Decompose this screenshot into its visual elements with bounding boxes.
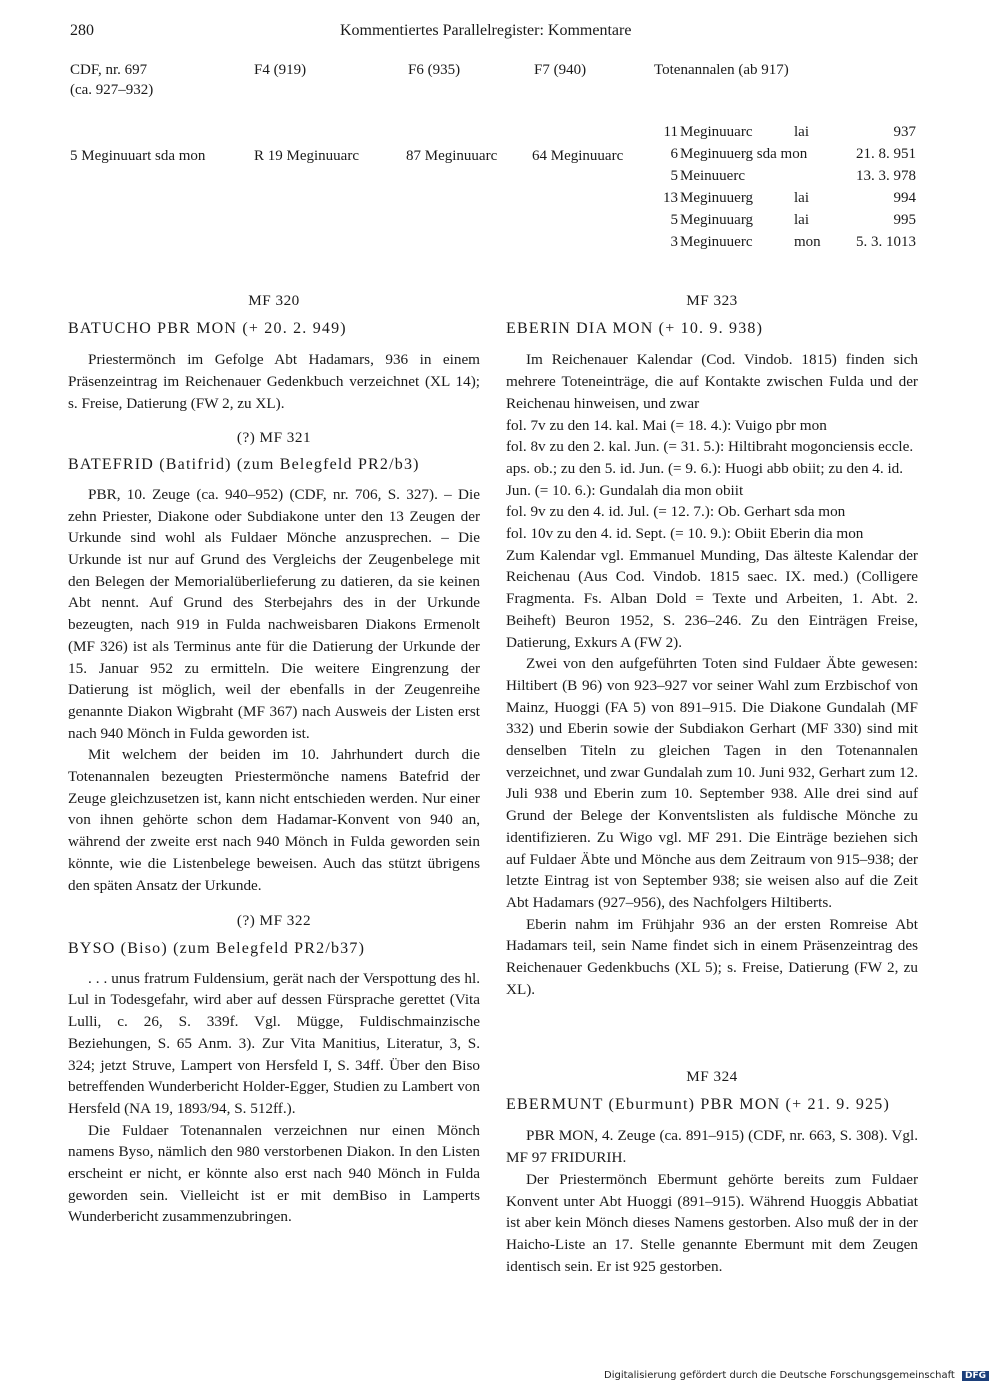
running-title: Kommentiertes Parallelregister: Kommentare (340, 22, 632, 39)
register-cell-f6: 87 Meginuuarc (406, 148, 498, 164)
row-number: 3 (670, 234, 678, 250)
entry-heading-mf321: BATEFRID (Batifrid) (zum Belegfeld PR2/b3) (68, 456, 420, 474)
row-name: Meginuuerg (680, 190, 754, 206)
row-number: 13 (663, 190, 678, 206)
entry-reference-mf323: Zum Kalendar vgl. Emmanuel Munding, Das älteste Kalendar der Reichenau (Aus Cod. Vindob. 1815 saec. IX. med.) (Colligere Fragmenta. Fs. Alban Dold = Texte und Arbeiten, 1. Abt. 2. Beiheft) Beuron 1952, S. 236–246. Zu den Einträgen Freise, Datierung, Exkurs A (FW 2). (506, 546, 918, 651)
page-header (70, 22, 930, 44)
entry-text-mf320: Priestermönch im Gefolge Abt Hadamars, 936 in einem Präsenzeintrag im Reichenauer Gedenkbuch verzeichnet (XL 14); s. Freise, Datierung (FW 2, zu XL). (68, 351, 480, 412)
calendar-entry: fol. 9v zu den 4. id. Jul. (= 12. 7.): Ob. Gerhart sda mon (506, 503, 846, 521)
row-name: Meinuuerc (680, 168, 745, 184)
funding-footer (604, 1370, 994, 1384)
entry-label-mf320: MF 320 (248, 292, 300, 309)
entry-label-mf322: (?) MF 322 (236, 912, 312, 930)
row-status: lai (794, 124, 809, 140)
totenannalen-row (654, 146, 916, 168)
right-column-lower (506, 1066, 918, 1277)
totenannalen-row (654, 190, 916, 212)
row-name: Meginuuarc (680, 124, 753, 140)
row-date: 937 (893, 124, 916, 140)
entry-text-mf324-2: Der Priestermönch Ebermunt gehörte bereits zum Fuldaer Konvent unter Abt Huoggi (891–915). Während Huoggis Abbatiat ist aber kein Mönch dieses Namens gestorben. Also muß der in der Haicho-Liste an 17. Stelle genannte Ebermunt mit dem Zeugen identisch sein. Er ist 925 gestorben. (506, 1170, 918, 1275)
entry-text-mf324-1: PBR MON, 4. Zeuge (ca. 891–915) (CDF, nr. 663, S. 308). Vgl. MF 97 FRIDURIH. (506, 1127, 918, 1167)
totenannalen-list (654, 124, 916, 256)
row-number: 6 (670, 146, 678, 162)
register-cell-cdf: 5 Meginuuart sda mon (70, 148, 206, 164)
entry-text-mf321-1: PBR, 10. Zeuge (ca. 940–952) (CDF, nr. 706, S. 327). – Die zehn Priester, Diakone oder Subdiakone unter den 13 Zeugen der Urkunde sind wohl als Fuldaer Mönche anzusprechen. – Die Urkunde ist nur auf Grund des Vergleichs der Zeugenbelege mit den Belegen der Memorialüberlieferung zu datieren, da sie keinen Abt nennt. Auf Grund des Sterbejahrs des in der Urkunde bezeugten, nach 919 in Fulda nachweisbaren Diakons Ermenolt (MF 326) ist als Terminus ante für die Datierung der Urkunde der 15. Januar 952 zu ermitteln. Die weitere Eingrenzung der Datierung ist möglich, weil der ebenfalls in der Zeugenreihe genannte Diakon Wigbraht (MF 367) nach Ausweis der Listen erst nach 940 Mönch in Fulda geworden ist. (68, 485, 480, 742)
register-col-cdf: CDF, nr. 697 (70, 62, 148, 78)
register-col-totenannalen: Totenannalen (ab 917) (654, 62, 789, 78)
row-date: 21. 8. 951 (856, 146, 916, 162)
row-name: Meginuuarg (680, 212, 754, 228)
entry-label-mf324: MF 324 (686, 1068, 738, 1085)
dfg-logo-icon: DFG (962, 1371, 989, 1381)
row-name: Meginuuerg sda mon (680, 146, 808, 162)
parallel-register-table (0, 60, 1000, 260)
calendar-entry: fol. 7v zu den 14. kal. Mai (= 18. 4.): Vuigo pbr mon (506, 416, 827, 434)
row-date: 995 (893, 212, 916, 228)
totenannalen-row (654, 234, 916, 256)
entry-text-mf322-1: . . . unus fratrum Fuldensium, gerät nach der Verspottung des hl. Lul in Todesgefahr, wird aber auf dessen Fürsprache gerettet (Vita Lulli, c. 26, S. 339f. Vgl. Mügge, Fuldischmainzische Beziehungen, S. 65 Anm. 3). Zur Vita Manitius, Literatur, 3, S. 324; jetzt Struve, Lampert von Hersfeld I, S. 34ff. Über den Biso betreffenden Wunderbericht Holder-Egger, Studien zu Lambert von Hersfeld (NA 19, 1893/94, S. 512ff.). (68, 969, 480, 1117)
row-date: 994 (893, 190, 916, 206)
entry-label-mf321: (?) MF 321 (236, 428, 312, 446)
calendar-entry: fol. 8v zu den 2. kal. Jun. (= 31. 5.): Hiltibraht mogonciensis eccle. aps. ob.; zu den 5. id. Jun. (= 9. 6.): Huogi abb obiit; zu den 4. id. Jun. (= 10. 6.): Gundalah dia mon obiit (506, 438, 914, 499)
row-status: lai (794, 190, 809, 206)
entry-heading-mf324: EBERMUNT (Eburmunt) PBR MON (+ 21. 9. 925) (506, 1095, 891, 1113)
footer-text: Digitalisierung gefördert durch die Deutsche Forschungsgemeinschaft (604, 1370, 955, 1381)
totenannalen-row (654, 212, 916, 234)
entry-text-mf322-2: Die Fuldaer Totenannalen verzeichnen nur einen Mönch namens Byso, nämlich den 980 verstorbenen Diakon. In den Listen erscheint er nicht, er könnte also erst nach 940 Mönch in Fulda geworden sein. Vielleicht ist er mit demBiso in Lamperts Wunderbericht zusammenzubringen. (68, 1121, 480, 1226)
register-col-f6: F6 (935) (408, 62, 461, 78)
entry-text-mf323-intro: Im Reichenauer Kalendar (Cod. Vindob. 1815) finden sich mehrere Toteneinträge, die auf Kontakte zwischen Fulda und der Reichenau hinweisen, und zwar (506, 351, 918, 412)
entry-heading-mf320: BATUCHO PBR MON (+ 20. 2. 949) (68, 319, 347, 337)
row-number: 11 (663, 124, 678, 140)
register-col-cdf-date: (ca. 927–932) (70, 82, 154, 98)
entry-label-mf323: MF 323 (686, 292, 738, 309)
entry-text-mf323-2: Zwei von den aufgeführten Toten sind Fuldaer Äbte gewesen: Hiltibert (B 96) von 923–927 vor seiner Wahl zum Erzbischof von Mainz, Huoggi (FA 5) von 891–915. Die Diakone Gundalah (MF 332) und Eberin sowie der Subdiakon Gerhart (MF 330) sind mit denselben Titeln zu gleichen Tagen in den Totenannalen verzeichnet, und zwar Gundalah zum 10. Juni 932, Gerhart zum 12. Juli 938 und Eberin zum 10. September 938. Alle drei sind auf Grund der Belege der Konventslisten als fuldische Mönche zu identifizieren. Zu Wigo vgl. MF 291. Die Einträge beziehen sich auf Fuldaer Äbte und Mönche aus dem Zeitraum von 915–938; der letzte Eintrag ist von September 938; sie weisen also auf die Zeit Abt Hadamars (927–956), des Nachfolgers Hiltiberts. (506, 655, 918, 911)
row-number: 5 (670, 212, 678, 228)
entry-heading-mf322: BYSO (Biso) (zum Belegfeld PR2/b37) (68, 939, 366, 957)
row-number: 5 (670, 168, 678, 184)
register-col-f4: F4 (919) (254, 62, 307, 78)
row-name: Meginuuerc (680, 234, 753, 250)
right-column (506, 290, 918, 1001)
totenannalen-row (654, 124, 916, 146)
calendar-entry: fol. 10v zu den 4. id. Sept. (= 10. 9.): Obiit Eberin dia mon (506, 525, 864, 543)
register-cell-f7: 64 Meginuuarc (532, 148, 624, 164)
row-date: 13. 3. 978 (856, 168, 916, 184)
row-status: mon (794, 234, 821, 250)
totenannalen-row (654, 168, 916, 190)
entry-heading-mf323: EBERIN DIA MON (+ 10. 9. 938) (506, 319, 764, 337)
register-cell-f4: R 19 Meginuuarc (254, 148, 359, 164)
entry-text-mf323-3: Eberin nahm im Frühjahr 936 an der ersten Romreise Abt Hadamars teil, sein Name findet sich in einem Präsenzeintrag des Reichenauer Gedenkbuchs (XL 5); s. Freise, Datierung (FW 2, zu XL). (506, 915, 918, 998)
register-col-f7: F7 (940) (534, 62, 587, 78)
row-date: 5. 3. 1013 (856, 234, 916, 250)
entry-text-mf321-2: Mit welchem der beiden im 10. Jahrhundert durch die Totenannalen bezeugten Priestermönche namens Batefrid der Zeuge gleichzusetzen ist, kann nicht entschieden werden. Nur einer von ihnen gehörte schon dem Hadamar-Konvent von 940 an, während der zweite erst nach 940 Mönch in Fulda geworden sein könnte, wie die Listenbelege beweisen. Auch das stützt übrigens den späten Ansatz der Urkunde. (68, 746, 480, 894)
left-column (68, 290, 480, 1228)
page-number: 280 (70, 22, 94, 39)
row-status: lai (794, 212, 809, 228)
